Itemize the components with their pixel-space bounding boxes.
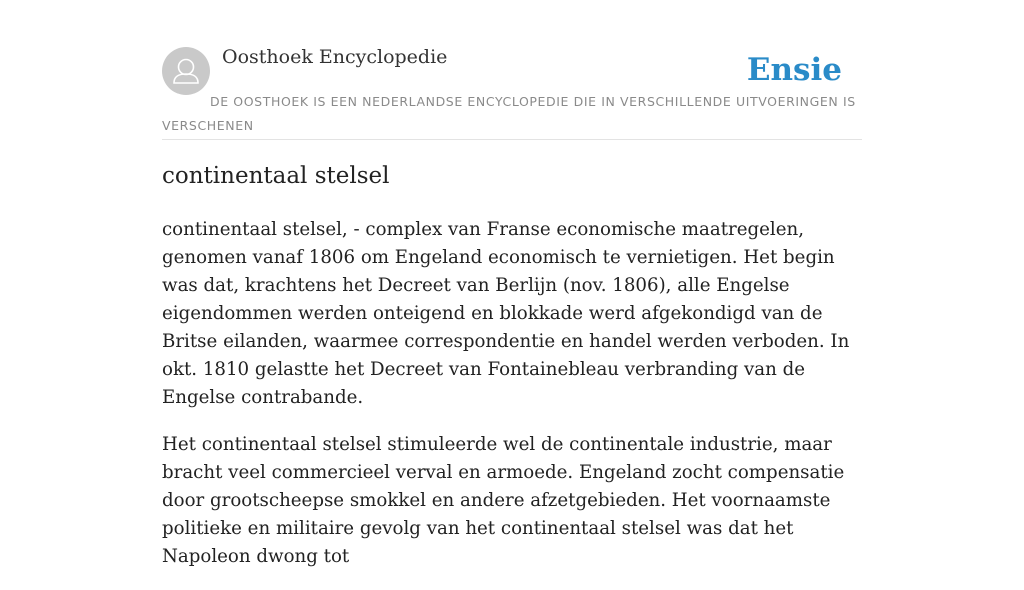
ensie-logo[interactable]: Ensie <box>746 52 842 88</box>
header-divider <box>162 139 862 140</box>
user-icon <box>162 47 210 95</box>
publisher-tagline: DE OOSTHOEK IS EEN NEDERLANDSE ENCYCLOPEDIE DIE IN VERSCHILLENDE UITVOERINGEN IS VERSCHENEN <box>162 94 856 133</box>
article-paragraph: Het continentaal stelsel stimuleerde wel de continentale industrie, maar bracht veel commercieel verval en armoede. Engeland zocht compensatie door grootscheepse smokkel en andere afzetgebieden. Het voornaamste politieke en militaire gevolg van het continentaal stelsel was dat het Napoleon dwong tot <box>162 434 845 567</box>
article-paragraph: continentaal stelsel, - complex van Franse economische maatregelen, genomen vanaf 1806 om Engeland economisch te vernietigen. Het begin was dat, krachtens het Decreet van Berlijn (nov. 1806), alle Engelse eigendommen werden onteigend en blokkade werd afgekondigd van de Britse eilanden, waarmee correspondentie en handel werden verboden. In okt. 1810 gelastte het Decreet van Fontainebleau verbranding van de Engelse contrabande. <box>162 219 850 408</box>
publisher-avatar[interactable] <box>162 47 210 95</box>
article-body <box>162 216 862 590</box>
article-title: continentaal stelsel <box>162 163 390 189</box>
publisher-name[interactable]: Oosthoek Encyclopedie <box>222 46 448 68</box>
